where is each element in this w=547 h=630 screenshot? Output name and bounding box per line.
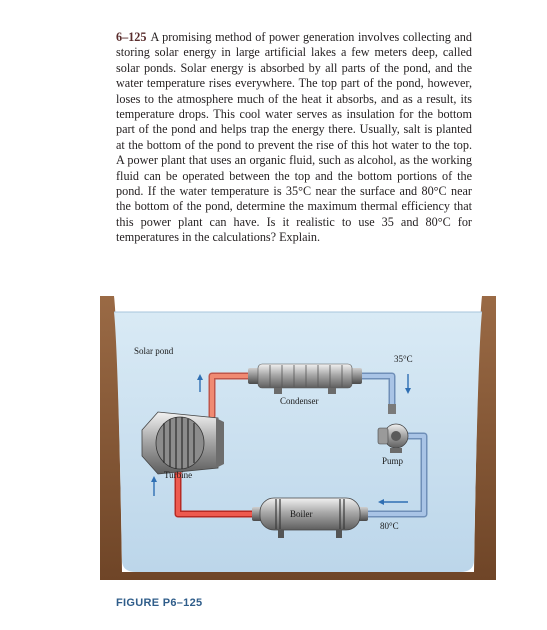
- solar-pond-diagram: [100, 290, 496, 580]
- boiler-label: Boiler: [290, 509, 313, 519]
- turbine: [142, 412, 224, 474]
- pump-label: Pump: [382, 456, 404, 466]
- problem-number: 6–125: [116, 30, 147, 44]
- temp-top-label: 35°C: [394, 354, 413, 364]
- problem-statement: [116, 30, 472, 246]
- temp-bottom-label: 80°C: [380, 521, 399, 531]
- turbine-label: Turbine: [164, 470, 193, 480]
- solar-pond-figure: [100, 290, 496, 580]
- problem-text: A promising method of power generation involves collecting and storing solar energy in large artificial lakes a few meters deep, called solar ponds. Solar energy is absorbed by all parts of the pond, and the water temperature rises everywhere. The top part of the pond, however, loses to the atmosphere much of the heat it absorbs, and as a result, its temperature drops. This cool water serves as insulation for the bottom part of the pond and helps trap the energy there. Usually, salt is planted at the bottom of the pond to prevent the rise of this hot water to the top. A power plant that uses an organic fluid, such as alcohol, as the working fluid can be operated between the top and the bottom portions of the pond. If the water temperature is 35°C near the surface and 80°C near the bottom of the pond, determine the maximum thermal efficiency that this power plant can have. Is it realistic to use 35 and 80°C for temperatures in the calculations? Explain.: [116, 30, 472, 245]
- condenser-label: Condenser: [280, 396, 319, 406]
- figure-caption: FIGURE P6–125: [116, 597, 203, 609]
- solar-pond-label: Solar pond: [134, 346, 174, 356]
